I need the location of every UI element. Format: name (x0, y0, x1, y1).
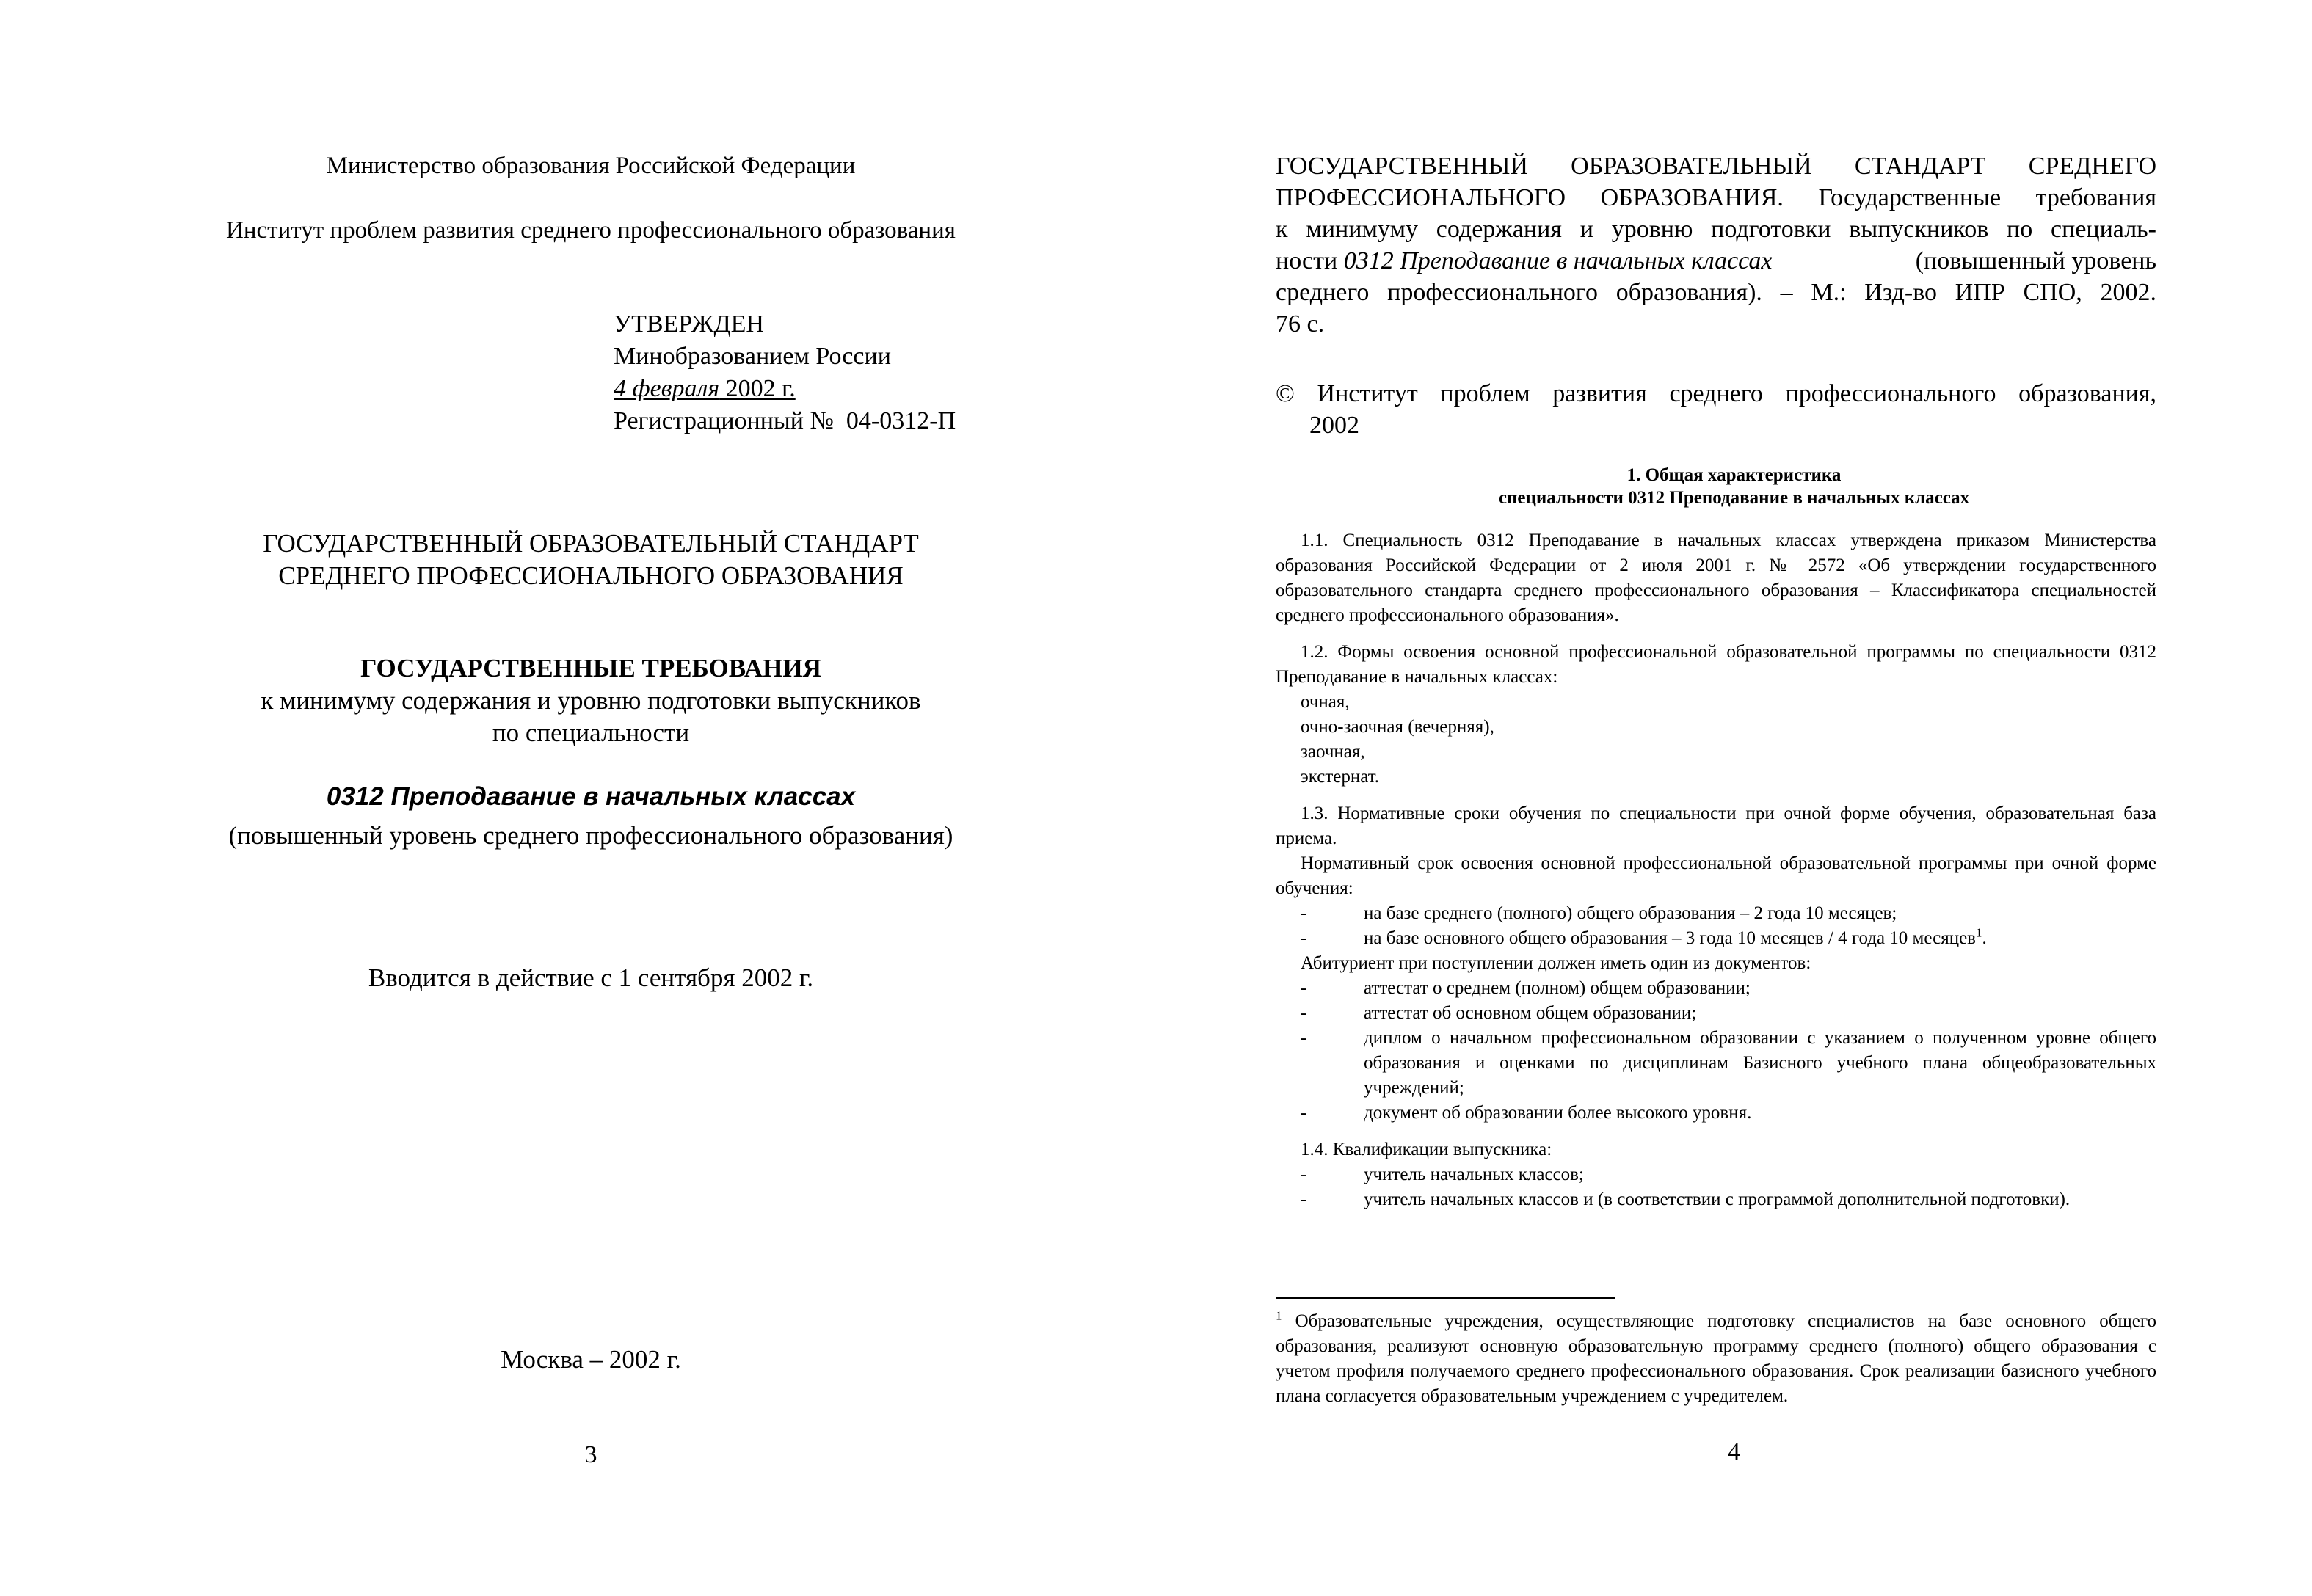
list-item: заочная, (1301, 742, 1365, 762)
list-item-text: на базе основного общего образования – 3 года 10 месяцев / 4 года 10 месяцев (1364, 928, 1976, 948)
list-item-end: . (1982, 928, 1987, 948)
requirements-line2: к минимуму содержания и уровню подготовки выпускников (261, 686, 921, 715)
registration-number (614, 405, 956, 437)
dash-marker: - (1301, 1165, 1307, 1184)
list-item (1276, 1101, 2156, 1126)
paragraph-1-3: 1.3. Нормативные сроки обучения по специальности при очной форме обучения, образовательная база приема. (1276, 804, 2156, 848)
citation-line: 76 с. (1276, 310, 1325, 338)
specialty-title (0, 780, 1182, 814)
citation-block (1276, 150, 2156, 340)
dash-marker: - (1301, 1103, 1307, 1123)
approval-line1: УТВЕРЖДЕН (614, 310, 764, 338)
list-item (1276, 1026, 2156, 1101)
registration-value: 04-0312-П (846, 407, 956, 434)
footnote-text: Образовательные учреждения, осуществляющие подготовку специалистов на базе основного общего образования, реализуют основную образовательную программу среднего (полного) общего образования с учетом профиля получаемого среднего профессионального образования. Срок реализации базисного учебного плана согласуется образовательным учреждением с учредителем. (1276, 1311, 2156, 1406)
list-item: экстернат. (1301, 767, 1379, 787)
paragraph-1-3b: Нормативный срок освоения основной профессиональной образовательной программы при очной форме обучения: (1276, 853, 2156, 898)
dash-marker: - (1301, 978, 1307, 998)
citation-line: ПРОФЕССИОНАЛЬНОГО ОБРАЗОВАНИЯ. Государственные требования (1276, 184, 2156, 211)
list-item: очно-заочная (вечерняя), (1301, 717, 1494, 737)
footnote-mark: 1 (1975, 925, 1982, 940)
list-item (1276, 1001, 2156, 1026)
copyright-line1: © Институт проблем развития среднего профессионального образования, (1276, 380, 2156, 407)
list-item: очная, (1301, 692, 1350, 712)
standard-title-line2: СРЕДНЕГО ПРОФЕССИОНАЛЬНОГО ОБРАЗОВАНИЯ (278, 561, 904, 590)
paragraph-1-2: 1.2. Формы освоения основной профессиональной образовательной программы по специальности 0312 Преподавание в начальных классах: (1276, 642, 2156, 687)
list-item (1276, 976, 2156, 1001)
approval-block (614, 308, 956, 437)
effective-date: Вводится в действие с 1 сентября 2002 г. (368, 963, 814, 992)
list-item-text: диплом о начальном профессиональном образовании с указанием о полученном уровне общего образования и оценками по дисциплинам Базисного учебного плана общеобразовательных учреждений; (1364, 1028, 2156, 1098)
section-title-line1: 1. Общая характеристика (1626, 465, 1842, 485)
list-item-text: на базе среднего (полного) общего образования – 2 года 10 месяцев; (1364, 903, 1897, 923)
section-title-line2: специальности 0312 Преподавание в начальных классах (1498, 488, 1970, 508)
footnote-number: 1 (1276, 1308, 1282, 1323)
standard-title-line1: ГОСУДАРСТВЕННЫЙ ОБРАЗОВАТЕЛЬНЫЙ СТАНДАРТ (263, 529, 919, 558)
dash-marker: - (1301, 1028, 1307, 1048)
footnote-divider (1276, 1297, 1615, 1299)
approval-date (614, 373, 956, 405)
specialty-text: 0312 Преподавание в начальных классах (326, 782, 856, 811)
approval-line2: Минобразованием России (614, 343, 891, 370)
requirements-title: ГОСУДАРСТВЕННЫЕ ТРЕБОВАНИЯ (360, 654, 821, 682)
page-number-left: 3 (584, 1441, 597, 1468)
dash-marker: - (1301, 928, 1307, 948)
citation-line: среднего профессионального образования). – М.: Изд-во ИПР СПО, 2002. (1276, 279, 2156, 306)
registration-label: Регистрационный № (614, 407, 834, 434)
footnote (1276, 1309, 2156, 1409)
citation-prefix: ности (1276, 247, 1344, 274)
copyright (1276, 378, 2156, 441)
copyright-line2: 2002 (1309, 412, 1359, 439)
list-item (1276, 901, 2156, 926)
applicant-line: Абитуриент при поступлении должен иметь один из документов: (1301, 953, 1811, 973)
paragraph-1-4: 1.4. Квалификации выпускника: (1301, 1140, 1552, 1159)
dash-marker: - (1301, 1003, 1307, 1023)
list-item-text: аттестат о среднем (полном) общем образовании; (1364, 978, 1751, 998)
dash-marker: - (1301, 903, 1307, 923)
list-item-text: документ об образовании более высокого уровня. (1364, 1103, 1752, 1123)
citation-suffix: (повышенный уровень (1915, 247, 2156, 274)
paragraph-1-1: 1.1. Специальность 0312 Преподавание в начальных классах утверждена приказом Министерства образования Российской Федерации от 2 июля 2001 г. № 2572 «Об утверждении государственного образовательного стандарта среднего профессионального образования – Классификатора специальностей среднего профессионального образования». (1276, 531, 2156, 625)
section-body (1276, 528, 2156, 1212)
list-item-text: учитель начальных классов; (1364, 1165, 1584, 1184)
dash-marker: - (1301, 1189, 1307, 1209)
approval-date-year: 2002 г. (719, 375, 796, 402)
list-item (1276, 1162, 2156, 1187)
ministry-name: Министерство образования Российской Федерации (326, 153, 856, 179)
footnote-body (1276, 1309, 2156, 1409)
education-level: (повышенный уровень среднего профессионального образования) (228, 821, 953, 850)
list-item (1276, 1187, 2156, 1212)
citation-specialty: 0312 Преподавание в начальных классах (1343, 247, 1773, 274)
list-item-text: аттестат об основном общем образовании; (1364, 1003, 1697, 1023)
list-item-text: учитель начальных классов и (в соответствии с программой дополнительной подготовки). (1364, 1189, 2071, 1209)
citation-line-specialty (1276, 245, 2156, 277)
list-item (1276, 926, 2156, 951)
citation-line: к минимуму содержания и уровню подготовки выпускников по специаль- (1276, 216, 2156, 243)
citation-line: ГОСУДАРСТВЕННЫЙ ОБРАЗОВАТЕЛЬНЫЙ СТАНДАРТ СРЕДНЕГО (1276, 153, 2156, 180)
page-number-right: 4 (1728, 1438, 1740, 1465)
approval-date-underlined: 4 февраля (614, 375, 720, 402)
institute-name: Институт проблем развития среднего профессионального образования (226, 217, 956, 244)
city-year: Москва – 2002 г. (501, 1345, 681, 1374)
requirements-line3: по специальности (492, 718, 690, 747)
